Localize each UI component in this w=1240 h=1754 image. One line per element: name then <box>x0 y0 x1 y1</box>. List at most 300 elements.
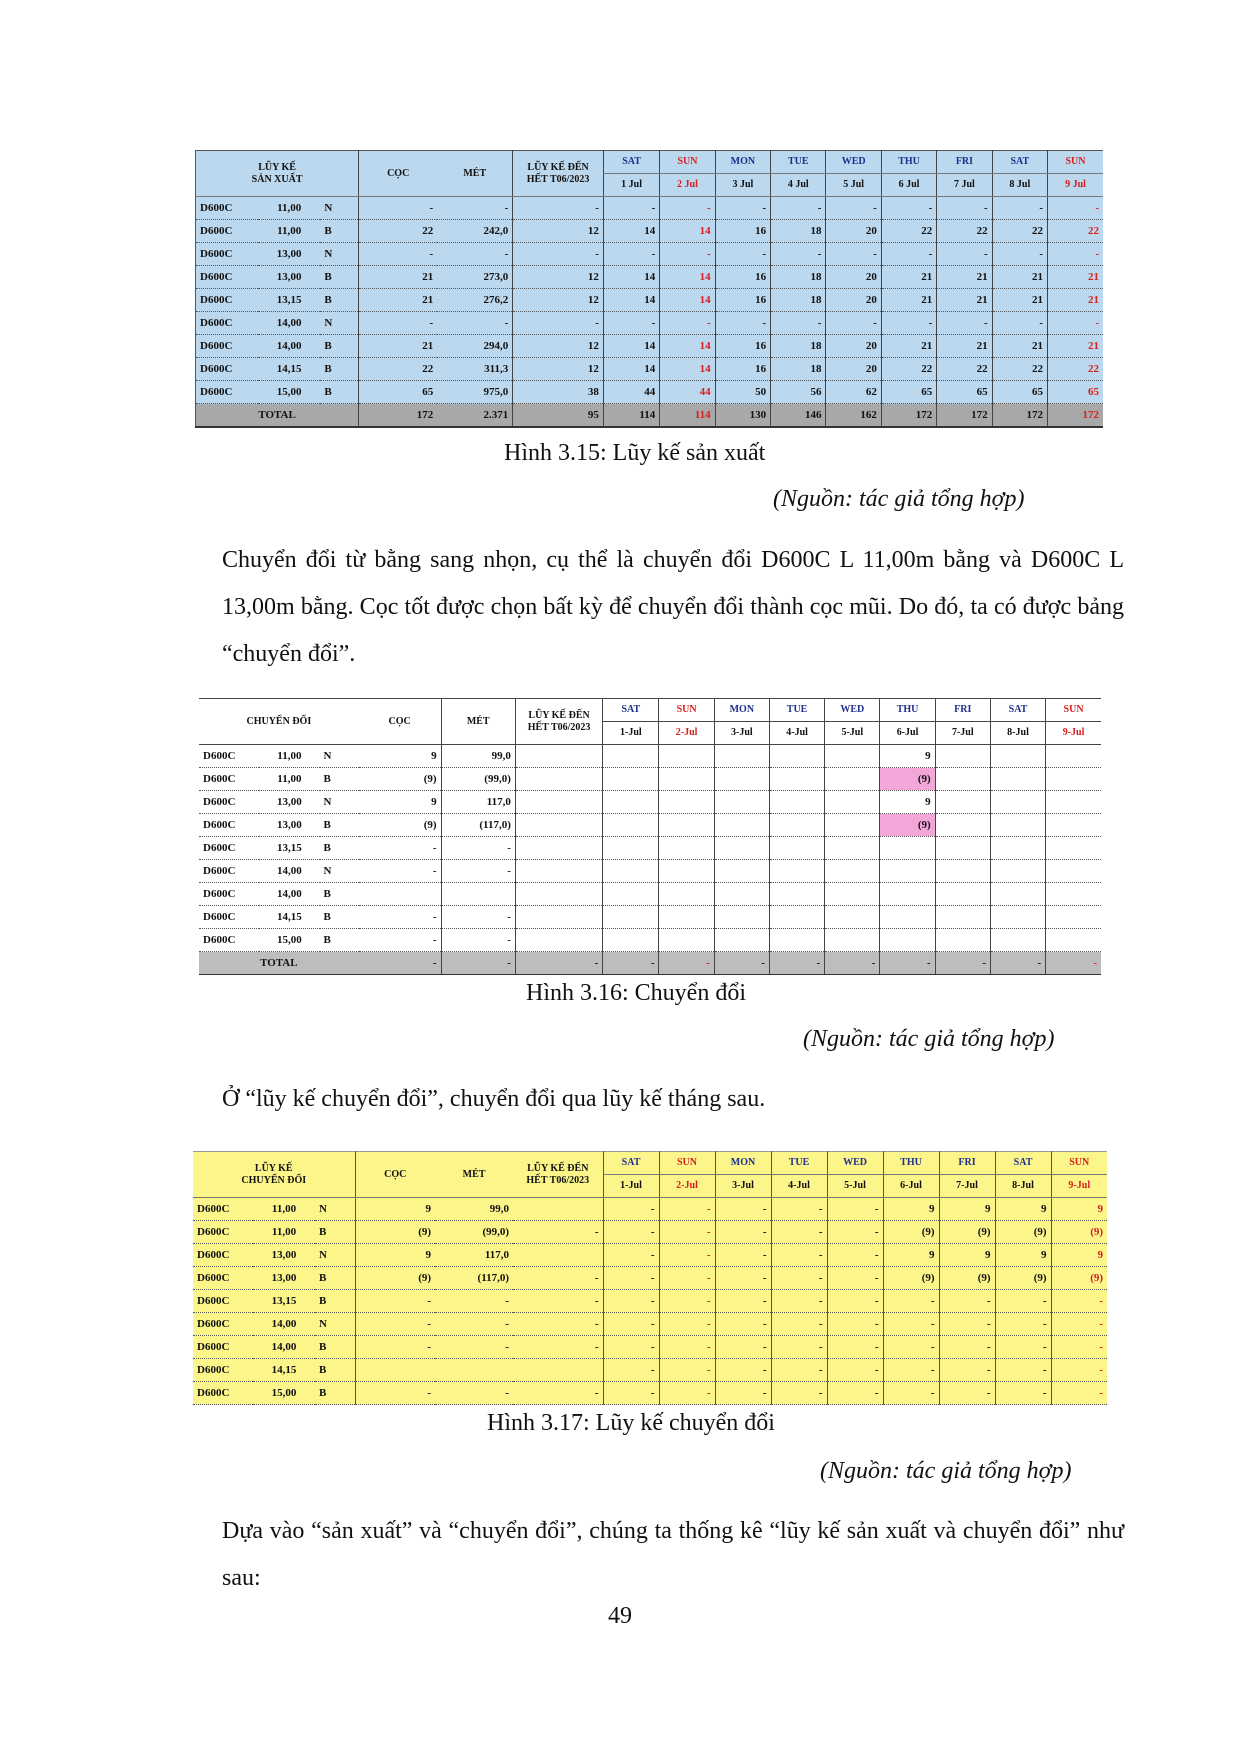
day-value <box>603 814 659 837</box>
row-coc: - <box>359 837 441 860</box>
date-header: 7 Jul <box>937 174 992 197</box>
table-row <box>196 312 1104 335</box>
day-value: - <box>771 1267 827 1290</box>
day-value: 21 <box>937 289 992 312</box>
row-code: D600C <box>193 1359 253 1382</box>
table-row <box>193 1244 1107 1267</box>
day-value: 16 <box>715 335 770 358</box>
day-value <box>935 745 990 768</box>
day-value: - <box>883 1290 939 1313</box>
row-coc: (9) <box>355 1267 435 1290</box>
row-type: N <box>320 312 358 335</box>
day-value <box>990 837 1045 860</box>
day-value: - <box>715 1267 771 1290</box>
date-header: 4-Jul <box>769 722 824 745</box>
day-value: 18 <box>771 289 826 312</box>
row-coc <box>355 1359 435 1382</box>
day-value: 9 <box>1051 1244 1107 1267</box>
row-length: 11,00 <box>258 197 320 220</box>
date-header: 5-Jul <box>825 722 880 745</box>
day-value: 65 <box>1048 381 1103 404</box>
row-code: D600C <box>193 1198 253 1221</box>
day-header: SAT <box>603 151 659 174</box>
day-value: - <box>771 243 826 266</box>
row-length: 13,15 <box>259 837 319 860</box>
col-met-header: MÉT <box>435 1152 513 1198</box>
date-header: 4 Jul <box>771 174 826 197</box>
row-coc: 9 <box>355 1244 435 1267</box>
row-met: 99,0 <box>441 745 515 768</box>
row-coc: - <box>359 197 438 220</box>
col-coc-header: CỌC <box>355 1152 435 1198</box>
table-row <box>193 1336 1107 1359</box>
row-code: D600C <box>199 883 259 906</box>
date-header: 6-Jul <box>883 1175 939 1198</box>
row-length: 13,00 <box>258 266 320 289</box>
row-type: B <box>315 1336 355 1359</box>
day-value: - <box>995 1359 1051 1382</box>
day-value <box>935 929 990 952</box>
day-value: - <box>715 1382 771 1405</box>
row-luyke: - <box>513 1267 603 1290</box>
day-value: 14 <box>603 335 659 358</box>
figure-source-3: (Nguồn: tác giả tổng hợp) <box>820 1458 1072 1484</box>
day-value: - <box>771 1336 827 1359</box>
header-row <box>193 1152 1107 1175</box>
row-met: 975,0 <box>437 381 513 404</box>
day-value: - <box>603 1290 659 1313</box>
row-met: 276,2 <box>437 289 513 312</box>
table-row <box>196 381 1104 404</box>
day-value: - <box>827 1382 883 1405</box>
conversion-table <box>199 698 1101 975</box>
row-type: B <box>320 929 359 952</box>
row-type: N <box>320 243 358 266</box>
day-value: - <box>603 1359 659 1382</box>
date-header: 3-Jul <box>714 722 769 745</box>
row-luyke: - <box>513 1221 603 1244</box>
table-row <box>196 197 1104 220</box>
day-value <box>825 814 880 837</box>
day-value <box>659 791 714 814</box>
paragraph-1: Chuyển đổi từ bằng sang nhọn, cụ thể là chuyển đổi D600C L 11,00m bằng và D600C L 13,00m bằng. Cọc tốt được chọn bất kỳ để chuyển đổi thành cọc mũi. Do đó, ta có được bảng “chuyển đổi”. <box>222 547 1124 667</box>
table-row <box>196 243 1104 266</box>
day-value: - <box>771 1290 827 1313</box>
row-type: B <box>315 1267 355 1290</box>
col-luyke-header: LŨY KẾ ĐẾN HẾT T06/2023 <box>513 151 604 197</box>
day-value: 22 <box>881 220 936 243</box>
day-value: 18 <box>771 220 826 243</box>
day-value: 21 <box>1048 335 1103 358</box>
day-header: TUE <box>769 699 824 722</box>
day-header: SAT <box>603 1152 659 1175</box>
day-value <box>1046 906 1101 929</box>
row-type: B <box>320 814 359 837</box>
day-value: - <box>771 1313 827 1336</box>
day-value: - <box>659 1221 715 1244</box>
date-header: 7-Jul <box>935 722 990 745</box>
row-luyke: - <box>513 312 604 335</box>
date-header: 8-Jul <box>990 722 1045 745</box>
day-value <box>990 860 1045 883</box>
row-type: B <box>320 220 358 243</box>
day-value <box>1046 929 1101 952</box>
day-value: - <box>715 1244 771 1267</box>
figure-source-2: (Nguồn: tác giả tổng hợp) <box>803 1026 1055 1052</box>
row-length: 11,00 <box>258 220 320 243</box>
row-type: B <box>320 266 358 289</box>
row-met: - <box>437 243 513 266</box>
row-luyke: 12 <box>513 358 604 381</box>
row-type: B <box>320 358 358 381</box>
row-type: N <box>320 197 358 220</box>
day-value <box>769 791 824 814</box>
table-row <box>199 929 1101 952</box>
day-value: - <box>659 1313 715 1336</box>
row-length: 15,00 <box>258 381 320 404</box>
row-type: N <box>315 1244 355 1267</box>
row-type: N <box>320 745 359 768</box>
row-coc: - <box>355 1290 435 1313</box>
date-header: 1-Jul <box>603 722 659 745</box>
day-value: - <box>603 1336 659 1359</box>
day-value: 20 <box>826 266 881 289</box>
day-header: SAT <box>603 699 659 722</box>
row-met: - <box>435 1382 513 1405</box>
day-value: - <box>939 1290 995 1313</box>
row-length: 11,00 <box>259 768 319 791</box>
row-coc: 21 <box>359 266 438 289</box>
day-value: - <box>827 1313 883 1336</box>
day-value: 9 <box>939 1198 995 1221</box>
day-value: 20 <box>826 220 881 243</box>
day-value: - <box>659 1336 715 1359</box>
day-header: FRI <box>937 151 992 174</box>
day-header: MON <box>715 1152 771 1175</box>
day-value: - <box>771 1221 827 1244</box>
day-value <box>990 791 1045 814</box>
row-type: B <box>320 906 359 929</box>
figure-source-1: (Nguồn: tác giả tổng hợp) <box>773 486 1025 512</box>
day-value <box>1046 814 1101 837</box>
day-header: TUE <box>771 1152 827 1175</box>
day-value: 14 <box>603 289 659 312</box>
day-header: SAT <box>995 1152 1051 1175</box>
day-value-thu: 9 <box>880 745 935 768</box>
row-length: 13,00 <box>259 814 319 837</box>
day-value <box>935 906 990 929</box>
total-day-value: 172 <box>937 404 992 428</box>
day-value: - <box>715 197 770 220</box>
date-header: 5 Jul <box>826 174 881 197</box>
day-value: (9) <box>1051 1267 1107 1290</box>
total-row <box>199 952 1101 975</box>
day-value: - <box>826 312 881 335</box>
day-value <box>825 906 880 929</box>
day-value <box>1046 860 1101 883</box>
day-value: - <box>883 1382 939 1405</box>
day-value: 65 <box>937 381 992 404</box>
total-label: TOTAL <box>199 952 359 975</box>
day-value <box>714 906 769 929</box>
table-title: CHUYỂN ĐỔI <box>199 699 359 745</box>
row-coc: - <box>355 1336 435 1359</box>
row-type: B <box>320 883 359 906</box>
day-value: 22 <box>881 358 936 381</box>
day-value: - <box>937 312 992 335</box>
row-met: 273,0 <box>437 266 513 289</box>
day-value <box>990 906 1045 929</box>
date-header: 3-Jul <box>715 1175 771 1198</box>
row-coc: - <box>359 929 441 952</box>
row-coc: - <box>355 1313 435 1336</box>
day-value: 14 <box>660 289 715 312</box>
row-code: D600C <box>196 243 258 266</box>
day-value <box>1046 883 1101 906</box>
day-value <box>990 883 1045 906</box>
row-code: D600C <box>199 837 259 860</box>
day-value: - <box>715 1290 771 1313</box>
row-length: 13,00 <box>253 1244 315 1267</box>
row-length: 11,00 <box>253 1221 315 1244</box>
row-met: - <box>441 906 515 929</box>
day-value: 21 <box>1048 266 1103 289</box>
day-value: 21 <box>937 266 992 289</box>
day-value: (9) <box>939 1221 995 1244</box>
day-value: (9) <box>883 1221 939 1244</box>
day-value <box>769 929 824 952</box>
day-value <box>935 837 990 860</box>
total-day-value: - <box>659 952 714 975</box>
row-coc: (9) <box>359 768 441 791</box>
row-code: D600C <box>193 1221 253 1244</box>
total-day-value: 146 <box>771 404 826 428</box>
row-met: 311,3 <box>437 358 513 381</box>
table-row <box>199 906 1101 929</box>
row-coc: 21 <box>359 335 438 358</box>
row-type: B <box>320 381 358 404</box>
day-value-thu <box>880 837 935 860</box>
day-value <box>990 768 1045 791</box>
date-header: 9-Jul <box>1051 1175 1107 1198</box>
date-header: 1-Jul <box>603 1175 659 1198</box>
row-met: (117,0) <box>435 1267 513 1290</box>
table-body <box>199 699 1101 975</box>
day-value <box>659 929 714 952</box>
day-value-thu: (9) <box>880 814 935 837</box>
row-length: 13,15 <box>253 1290 315 1313</box>
total-day-value: 172 <box>1048 404 1103 428</box>
day-value <box>659 768 714 791</box>
day-value-thu <box>880 860 935 883</box>
day-value <box>1046 837 1101 860</box>
row-luyke: 12 <box>513 266 604 289</box>
day-value: - <box>603 197 659 220</box>
day-value: 50 <box>715 381 770 404</box>
day-header: SAT <box>992 151 1047 174</box>
row-met: - <box>437 197 513 220</box>
day-value: 22 <box>937 220 992 243</box>
row-luyke: - <box>513 1382 603 1405</box>
row-type: N <box>315 1198 355 1221</box>
table-row <box>193 1359 1107 1382</box>
row-type: N <box>315 1313 355 1336</box>
row-coc: - <box>359 906 441 929</box>
row-type: B <box>320 335 358 358</box>
day-header: FRI <box>939 1152 995 1175</box>
day-value: - <box>715 1313 771 1336</box>
day-header: THU <box>883 1152 939 1175</box>
day-value: - <box>603 1382 659 1405</box>
day-header: SUN <box>1046 699 1101 722</box>
day-value: (9) <box>995 1267 1051 1290</box>
day-value <box>603 745 659 768</box>
total-day-value: 114 <box>660 404 715 428</box>
day-value <box>935 883 990 906</box>
day-value <box>603 837 659 860</box>
day-value: - <box>881 312 936 335</box>
row-length: 13,00 <box>258 243 320 266</box>
row-luyke <box>515 883 602 906</box>
day-value: - <box>603 312 659 335</box>
table-row <box>193 1290 1107 1313</box>
day-value: - <box>939 1359 995 1382</box>
day-header: MON <box>714 699 769 722</box>
row-met: (99,0) <box>441 768 515 791</box>
day-value: 22 <box>1048 358 1103 381</box>
day-value: - <box>659 1382 715 1405</box>
row-luyke: - <box>513 243 604 266</box>
day-header: WED <box>825 699 880 722</box>
row-met: (117,0) <box>441 814 515 837</box>
row-length: 14,00 <box>253 1313 315 1336</box>
day-value <box>825 791 880 814</box>
day-value: 9 <box>939 1244 995 1267</box>
row-length: 14,15 <box>258 358 320 381</box>
row-luyke: 12 <box>513 220 604 243</box>
day-value: 65 <box>992 381 1047 404</box>
figure-caption-3: Hình 3.17: Lũy kế chuyển đổi <box>487 1410 775 1436</box>
day-value: 18 <box>771 335 826 358</box>
row-length: 13,00 <box>259 791 319 814</box>
total-day-value: - <box>769 952 824 975</box>
day-value: 9 <box>883 1198 939 1221</box>
row-luyke: 12 <box>513 289 604 312</box>
date-header: 6 Jul <box>881 174 936 197</box>
day-value: - <box>939 1313 995 1336</box>
day-value <box>990 929 1045 952</box>
row-luyke: - <box>513 1336 603 1359</box>
table-row <box>196 289 1104 312</box>
day-value <box>659 883 714 906</box>
row-luyke <box>513 1359 603 1382</box>
row-luyke <box>515 860 602 883</box>
row-type: N <box>320 860 359 883</box>
row-luyke: 38 <box>513 381 604 404</box>
day-value-thu <box>880 883 935 906</box>
row-luyke: - <box>513 1290 603 1313</box>
day-value <box>769 860 824 883</box>
day-value <box>825 745 880 768</box>
day-value: 16 <box>715 289 770 312</box>
row-code: D600C <box>193 1336 253 1359</box>
row-luyke <box>515 929 602 952</box>
row-length: 14,00 <box>253 1336 315 1359</box>
day-header: WED <box>827 1152 883 1175</box>
row-code: D600C <box>193 1267 253 1290</box>
total-luyke: 95 <box>513 404 604 428</box>
day-value: (9) <box>995 1221 1051 1244</box>
production-cumulative-table <box>195 150 1103 428</box>
day-value: - <box>715 243 770 266</box>
row-met: - <box>435 1313 513 1336</box>
row-code: D600C <box>199 906 259 929</box>
day-value <box>714 791 769 814</box>
day-value <box>603 860 659 883</box>
header-row <box>199 699 1101 722</box>
row-code: D600C <box>199 745 259 768</box>
row-length: 15,00 <box>259 929 319 952</box>
row-luyke <box>515 906 602 929</box>
day-value: - <box>827 1198 883 1221</box>
day-value <box>769 814 824 837</box>
day-value: 16 <box>715 220 770 243</box>
day-value: 14 <box>660 220 715 243</box>
day-value <box>714 860 769 883</box>
col-luyke-header: LŨY KẾ ĐẾN HẾT T06/2023 <box>515 699 602 745</box>
day-value: - <box>603 1313 659 1336</box>
row-code: D600C <box>196 312 258 335</box>
day-value: - <box>715 1221 771 1244</box>
day-header: WED <box>826 151 881 174</box>
row-luyke: 12 <box>513 335 604 358</box>
day-value: 21 <box>992 335 1047 358</box>
table-row <box>193 1221 1107 1244</box>
total-luyke: - <box>515 952 602 975</box>
total-day-value: - <box>880 952 935 975</box>
day-value <box>659 906 714 929</box>
day-value: - <box>603 1244 659 1267</box>
row-code: D600C <box>196 197 258 220</box>
table-row <box>199 745 1101 768</box>
day-value <box>659 814 714 837</box>
day-value <box>714 745 769 768</box>
day-value: 21 <box>881 266 936 289</box>
date-header: 9 Jul <box>1048 174 1103 197</box>
row-length: 14,15 <box>253 1359 315 1382</box>
day-value: 14 <box>603 266 659 289</box>
total-day-value: - <box>603 952 659 975</box>
paragraph-2: Ở “lũy kế chuyển đổi”, chuyển đổi qua lũy kế tháng sau. <box>222 1086 766 1112</box>
row-code: D600C <box>199 768 259 791</box>
day-value-thu: (9) <box>880 768 935 791</box>
day-value: - <box>1051 1313 1107 1336</box>
day-value: 16 <box>715 358 770 381</box>
day-value: - <box>603 243 659 266</box>
day-value: - <box>826 197 881 220</box>
day-value: (9) <box>883 1267 939 1290</box>
day-header: SUN <box>660 151 715 174</box>
day-value: - <box>660 197 715 220</box>
day-value: - <box>937 197 992 220</box>
day-value: - <box>992 197 1047 220</box>
day-value <box>1046 768 1101 791</box>
row-type: B <box>320 768 359 791</box>
day-value: - <box>992 243 1047 266</box>
paragraph-3: Dựa vào “sản xuất” và “chuyển đổi”, chúng ta thống kê “lũy kế sản xuất và chuyển đổi” như sau: <box>222 1518 1124 1591</box>
row-length: 13,00 <box>253 1267 315 1290</box>
date-header: 8-Jul <box>995 1175 1051 1198</box>
